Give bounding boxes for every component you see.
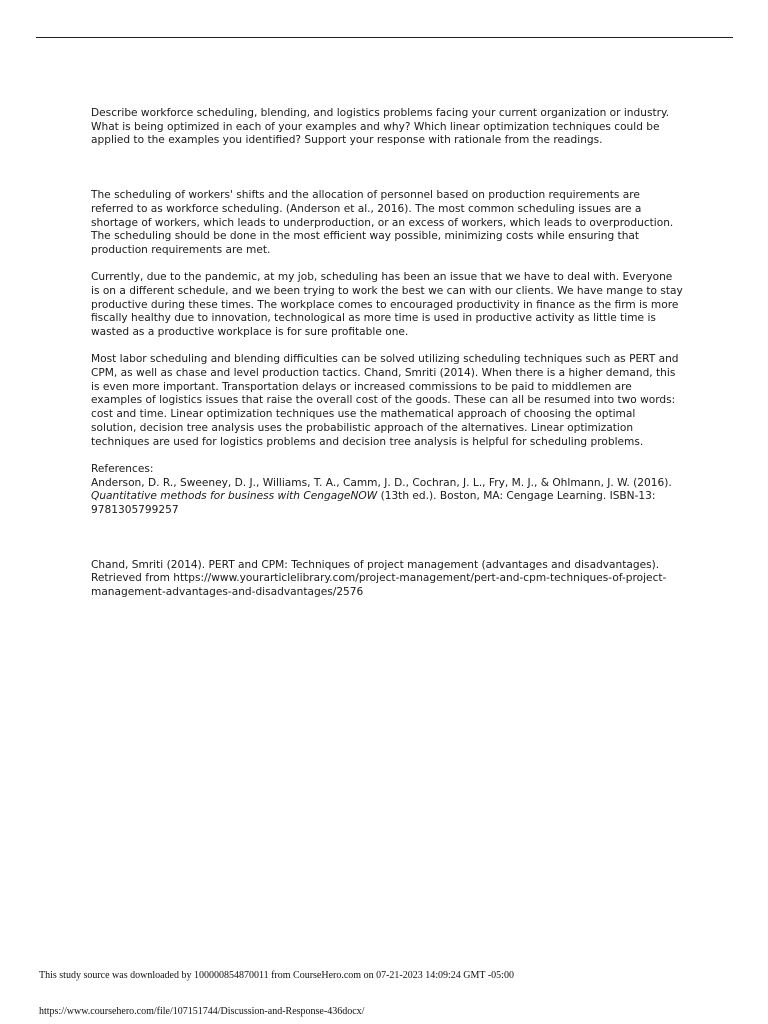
discussion-question: Describe workforce scheduling, blending, and logistics problems facing your current organization or industry. What is being optimized in each of your examples and why? Which linear optimization techniques could be applied to the examples you identified? Support your response with rationale from the readings.: [91, 107, 670, 147]
header-divider: [36, 37, 733, 38]
reference-anderson-details: (13th ed.). Boston, MA: Cengage Learning. ISBN-13: 9781305799257: [91, 490, 656, 516]
paragraph-optimization-techniques: Most labor scheduling and blending difficulties can be solved utilizing scheduling techniques such as PERT and CPM, as well as chase and level production tactics. Chand, Smriti (2014). When there is a higher demand, this is even more important. Transportation delays or increased commissions to be paid to middlemen are examples of logistics issues that raise the overall cost of the goods. These can all be resumed into two words: cost and time. Linear optimization techniques use the mathematical approach of choosing the optimal solution, decision tree analysis uses the probabilistic approach of the alternatives. Linear optimization techniques are used for logistics problems and decision tree analysis is helpful for scheduling problems.: [91, 353, 679, 448]
reference-anderson-authors: Anderson, D. R., Sweeney, D. J., Williams, T. A., Camm, J. D., Cochran, J. L., Fry, M. J., & Ohlmann, J. W. (2016).: [91, 476, 672, 489]
references-heading: References:: [91, 462, 154, 475]
reference-anderson: [91, 477, 683, 518]
document-body: [91, 107, 683, 600]
download-notice: This study source was downloaded by 100000854870011 from CourseHero.com on 07-21-2023 14:09:24 GMT -05:00: [39, 970, 514, 981]
source-url: https://www.coursehero.com/file/107151744/Discussion-and-Response-436docx/: [39, 1006, 365, 1017]
paragraph-pandemic-scheduling: Currently, due to the pandemic, at my job, scheduling has been an issue that we have to deal with. Everyone is on a different schedule, and we been trying to work the best we can with our clients. We have mange to stay productive during these times. The workplace comes to encouraged productivity in finance as the firm is more fiscally healthy due to innovation, technological as more time is used in productive activity as little time is wasted as a productive workplace is for sure profitable one.: [91, 271, 683, 339]
paragraph-workforce-scheduling: The scheduling of workers' shifts and the allocation of personnel based on production requirements are referred to as workforce scheduling. (Anderson et al., 2016). The most common scheduling issues are a shortage of workers, which leads to underproduction, or an excess of workers, which leads to overproduction. The scheduling should be done in the most efficient way possible, minimizing costs while ensuring that production requirements are met.: [91, 189, 674, 256]
reference-anderson-title: Quantitative methods for business with CengageNOW: [91, 490, 378, 503]
reference-chand: Chand, Smriti (2014). PERT and CPM: Techniques of project management (advantages and disadvantages). Retrieved from https://www.yourarticlelibrary.com/project-management/pert-and-cpm-techniques-of-project-management-advantages-and-disadvantages/2576: [91, 558, 667, 599]
